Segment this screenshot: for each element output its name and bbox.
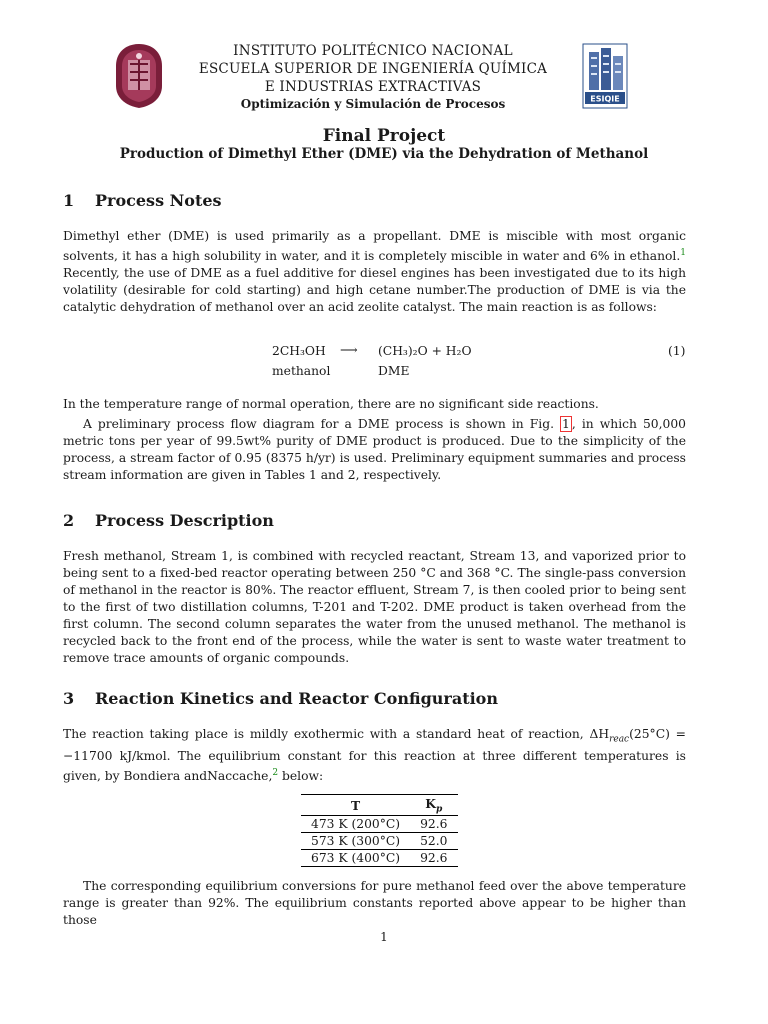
paragraph-text: Recently, the use of DME as a fuel additive for diesel engines has been investigated due to its high volatility (desirable for cold starting) and high cetane number.The production of DME is via the catalytic dehydration of methanol over an acid zeolite catalyst. The main reaction is as follows: (63, 266, 686, 315)
section-number: 1 (63, 191, 75, 210)
document-title: Final Project (322, 126, 446, 146)
section-1-paragraph-2: In the temperature range of normal operation, there are no significant side reactions. (63, 397, 599, 411)
esiqie-logo-text: ESIQIE (590, 94, 620, 104)
table-cell: 473 K (200°C) (301, 816, 410, 833)
school-name-line2: E INDUSTRIAS EXTRACTIVAS (264, 79, 482, 95)
section-1-paragraph-1 (63, 228, 686, 316)
footnote-marker[interactable]: 1 (680, 248, 686, 258)
paragraph-text: A preliminary process flow diagram for a DME process is shown in Fig. (83, 417, 561, 431)
esiqie-logo-icon (581, 42, 629, 110)
equilibrium-constant-table (301, 794, 458, 867)
section-title: Reaction Kinetics and Reactor Configuration (95, 689, 498, 708)
section-number: 2 (63, 511, 75, 530)
section-2-paragraph-1: Fresh methanol, Stream 1, is combined with recycled reactant, Stream 13, and vaporized prior to being sent to a fixed-bed reactor operating between 250 °C and 368 °C. The single-pass conversion of methanol in the reactor is 80%. The reactor effluent, Stream 7, is then cooled prior to being sent to the first of two distillation columns, T-201 and T-202. DME product is taken overhead from the first column. The second column separates the water from the unused methanol. The methanol is recycled back to the front end of the process, while the water is sent to waste water treatment to remove trace amounts of organic compounds. (63, 549, 686, 665)
table-row (301, 850, 458, 867)
section-3-paragraph-1 (63, 726, 686, 786)
section-1-paragraph-3 (63, 416, 686, 484)
equation-product-label: DME (378, 364, 410, 378)
subscript-text: reac (609, 734, 630, 745)
section-3-paragraph-2: The corresponding equilibrium conversions for pure methanol feed over the above temperature range is greater than 92%. The equilibrium constants reported above appear to be higher than those (63, 879, 686, 927)
paragraph-text: , in which 50,000 metric tons per year of 99.5wt% purity of DME product is produced. Due to the simplicity of the process, a stream factor of 0.95 (8375 h/yr) is used. Preliminary equipment summaries and process stream information are given in Tables 1 and 2, respectively. (63, 417, 687, 482)
table-row (301, 816, 458, 833)
institution-name: INSTITUTO POLITÉCNICO NACIONAL (233, 43, 513, 59)
equation-number: (1) (668, 344, 686, 358)
equation-arrow: ⟶ (340, 343, 358, 357)
section-1-heading (63, 191, 222, 210)
table-cell: 92.6 (410, 850, 457, 867)
section-3-heading (63, 689, 498, 708)
section-2-heading (63, 511, 274, 530)
equation-products: (CH₃)₂O + H₂O (378, 344, 472, 358)
equation-reactant: 2CH₃OH (272, 344, 326, 358)
school-name-line1: ESCUELA SUPERIOR DE INGENIERÍA QUÍMICA (198, 61, 548, 77)
header-subscript: p (436, 804, 443, 815)
header-text: K (425, 796, 436, 811)
section-title: Process Description (95, 511, 274, 530)
ipn-logo-icon (112, 42, 166, 110)
section-number: 3 (63, 689, 75, 708)
page-number: 1 (380, 930, 388, 944)
table-header-row (301, 795, 458, 816)
paragraph-text: (25°C) = −11700 kJ/kmol. The equilibrium constant for this reaction at three different temperatures is given, by Bondiera andNaccache, (63, 727, 686, 784)
equation-reactant-label: methanol (272, 364, 331, 378)
footnote-marker[interactable]: 2 (272, 768, 279, 779)
table-header-t: T (301, 795, 410, 816)
course-name: Optimización y Simulación de Procesos (240, 97, 506, 111)
table-cell: 673 K (400°C) (301, 850, 410, 867)
table-row (301, 833, 458, 850)
figure-reference-link[interactable]: 1 (562, 417, 570, 431)
table-cell: 52.0 (410, 833, 457, 850)
table-cell: 92.6 (410, 816, 457, 833)
paragraph-text: below: (278, 769, 324, 784)
document-subtitle: Production of Dimethyl Ether (DME) via the Dehydration of Methanol (119, 146, 649, 162)
section-title: Process Notes (95, 191, 222, 210)
paragraph-text: The reaction taking place is mildly exothermic with a standard heat of reaction, ΔH (63, 727, 610, 741)
table-header-k (410, 795, 457, 816)
paragraph-text: Dimethyl ether (DME) is used primarily as a propellant. DME is miscible with most organic solvents, it has a high solubility in water, and it is completely miscible in water and 6% in ethanol. (63, 229, 686, 264)
table-cell: 573 K (300°C) (301, 833, 410, 850)
